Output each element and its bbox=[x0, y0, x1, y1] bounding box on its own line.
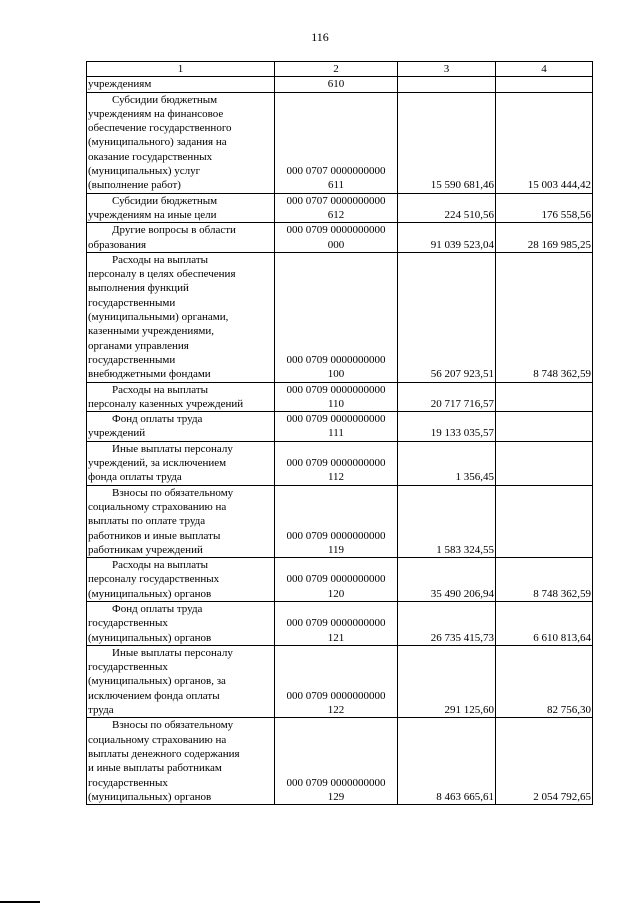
budget-code-main: 000 0707 0000000000 bbox=[286, 194, 386, 207]
budget-code-main: 000 0709 0000000000 bbox=[286, 353, 386, 366]
item-name-text: органами управления bbox=[88, 339, 189, 352]
budget-code-type: 110 bbox=[327, 397, 345, 410]
item-name-text: Взносы по обязательному bbox=[112, 486, 234, 499]
item-name-line bbox=[88, 253, 273, 267]
item-name-text: выплаты денежного содержания bbox=[88, 747, 240, 760]
item-name-line bbox=[88, 178, 273, 192]
item-name-text: учреждениям на финансовое bbox=[88, 107, 224, 120]
row-budget-code bbox=[275, 77, 398, 92]
item-name-text: учреждениям bbox=[88, 78, 152, 91]
budget-code-main: 000 0709 0000000000 bbox=[286, 617, 386, 630]
row-item-name bbox=[87, 485, 275, 557]
row-budget-code bbox=[275, 441, 398, 485]
item-name-text: государственных bbox=[88, 617, 168, 630]
table-row bbox=[87, 441, 593, 485]
item-name-line bbox=[88, 339, 273, 353]
budget-code-type: 112 bbox=[327, 471, 345, 484]
item-name-text: выполнения функций bbox=[88, 282, 189, 295]
row-value-col-4: 28 169 985,25 bbox=[496, 223, 593, 253]
item-name-line bbox=[88, 470, 273, 484]
table-row bbox=[87, 412, 593, 442]
item-name-text: Субсидии бюджетным bbox=[112, 93, 218, 106]
row-value-col-3: 1 356,45 bbox=[398, 441, 496, 485]
item-name-line bbox=[88, 660, 273, 674]
budget-code-type: 611 bbox=[327, 179, 345, 192]
item-name-text: государственных bbox=[88, 661, 168, 674]
item-name-text: учреждений, за исключением bbox=[88, 457, 227, 470]
row-budget-code bbox=[275, 645, 398, 717]
item-name-line bbox=[88, 761, 273, 775]
item-name-text: внебюджетными фондами bbox=[88, 368, 211, 381]
item-name-line bbox=[88, 500, 273, 514]
item-name-text: Взносы по обязательному bbox=[112, 719, 234, 732]
row-value-col-4: 82 756,30 bbox=[496, 645, 593, 717]
table-row bbox=[87, 223, 593, 253]
budget-code-type: 121 bbox=[327, 631, 345, 644]
row-value-col-3: 291 125,60 bbox=[398, 645, 496, 717]
table-row bbox=[87, 601, 593, 645]
row-budget-code bbox=[275, 92, 398, 193]
row-value-col-4: 6 610 813,64 bbox=[496, 601, 593, 645]
item-name-line bbox=[88, 674, 273, 688]
item-name-line bbox=[88, 77, 273, 91]
item-name-line bbox=[88, 194, 273, 208]
row-item-name bbox=[87, 382, 275, 412]
row-item-name bbox=[87, 77, 275, 92]
row-item-name bbox=[87, 718, 275, 805]
row-value-col-4: 8 748 362,59 bbox=[496, 558, 593, 602]
item-name-line bbox=[88, 121, 273, 135]
item-name-line bbox=[88, 631, 273, 645]
item-name-text: (муниципальных) органов bbox=[88, 587, 212, 600]
row-item-name bbox=[87, 441, 275, 485]
budget-code-main: 000 0709 0000000000 bbox=[286, 776, 386, 789]
item-name-text: социальному страхованию на bbox=[88, 733, 227, 746]
row-value-col-3: 19 133 035,57 bbox=[398, 412, 496, 442]
row-value-col-3: 224 510,56 bbox=[398, 193, 496, 223]
item-name-text: оказание государственных bbox=[88, 150, 213, 163]
item-name-text: (выполнение работ) bbox=[88, 179, 181, 192]
item-name-text: труда bbox=[88, 704, 114, 717]
item-name-text: Иные выплаты персоналу bbox=[112, 646, 233, 659]
budget-code-type: 612 bbox=[327, 208, 345, 221]
row-item-name bbox=[87, 412, 275, 442]
item-name-text: учреждениям на иные цели bbox=[88, 208, 217, 221]
item-name-text: персоналу в целях обеспечения bbox=[88, 268, 236, 281]
row-value-col-4 bbox=[496, 441, 593, 485]
item-name-text: Другие вопросы в области bbox=[112, 224, 236, 237]
row-value-col-4 bbox=[496, 382, 593, 412]
row-budget-code bbox=[275, 412, 398, 442]
item-name-line bbox=[88, 703, 273, 717]
item-name-line bbox=[88, 367, 273, 381]
budget-code-main: 000 0709 0000000000 bbox=[286, 457, 386, 470]
item-name-text: государственных bbox=[88, 776, 168, 789]
page-number: 116 bbox=[311, 30, 329, 44]
item-name-line bbox=[88, 587, 273, 601]
item-name-line bbox=[88, 747, 273, 761]
item-name-text: работникам учреждений bbox=[88, 543, 203, 556]
item-name-line bbox=[88, 572, 273, 586]
item-name-text: государственными bbox=[88, 296, 176, 309]
row-item-name bbox=[87, 193, 275, 223]
header-col-4: 4 bbox=[496, 62, 593, 77]
row-value-col-3: 91 039 523,04 bbox=[398, 223, 496, 253]
row-value-col-4: 15 003 444,42 bbox=[496, 92, 593, 193]
item-name-text: государственными bbox=[88, 353, 176, 366]
table-row bbox=[87, 645, 593, 717]
budget-code-main: 000 0709 0000000000 bbox=[286, 224, 386, 237]
item-name-line bbox=[88, 310, 273, 324]
item-name-text: образования bbox=[88, 238, 147, 251]
row-value-col-4: 8 748 362,59 bbox=[496, 252, 593, 382]
row-budget-code bbox=[275, 252, 398, 382]
row-item-name bbox=[87, 252, 275, 382]
item-name-line bbox=[88, 150, 273, 164]
row-item-name bbox=[87, 223, 275, 253]
table-row bbox=[87, 558, 593, 602]
item-name-line bbox=[88, 296, 273, 310]
item-name-line bbox=[88, 790, 273, 804]
item-name-line bbox=[88, 718, 273, 732]
row-item-name bbox=[87, 645, 275, 717]
item-name-line bbox=[88, 412, 273, 426]
budget-code-type: 610 bbox=[327, 78, 345, 91]
item-name-line bbox=[88, 281, 273, 295]
budget-code-type: 119 bbox=[327, 543, 345, 556]
item-name-line bbox=[88, 267, 273, 281]
header-col-2: 2 bbox=[275, 62, 398, 77]
item-name-text: обеспечение государственного bbox=[88, 122, 232, 135]
item-name-line bbox=[88, 776, 273, 790]
page-edge-mark bbox=[0, 901, 40, 903]
item-name-text: персоналу казенных учреждений bbox=[88, 397, 244, 410]
budget-code-type: 000 bbox=[327, 238, 345, 251]
budget-code-main: 000 0709 0000000000 bbox=[286, 529, 386, 542]
item-name-line bbox=[88, 93, 273, 107]
budget-code-main: 000 0709 0000000000 bbox=[286, 383, 386, 396]
row-value-col-3: 15 590 681,46 bbox=[398, 92, 496, 193]
item-name-text: Расходы на выплаты bbox=[112, 559, 209, 572]
row-budget-code bbox=[275, 558, 398, 602]
table-row bbox=[87, 382, 593, 412]
item-name-line bbox=[88, 353, 273, 367]
budget-code-main: 000 0709 0000000000 bbox=[286, 689, 386, 702]
table-row bbox=[87, 252, 593, 382]
item-name-text: фонда оплаты труда bbox=[88, 471, 182, 484]
row-value-col-3: 20 717 716,57 bbox=[398, 382, 496, 412]
row-value-col-4 bbox=[496, 485, 593, 557]
header-col-1: 1 bbox=[87, 62, 275, 77]
table-row bbox=[87, 718, 593, 805]
item-name-text: Расходы на выплаты bbox=[112, 383, 209, 396]
item-name-text: (муниципальных) органов, за bbox=[88, 675, 226, 688]
row-budget-code bbox=[275, 485, 398, 557]
item-name-line bbox=[88, 383, 273, 397]
item-name-text: Расходы на выплаты bbox=[112, 253, 209, 266]
budget-table bbox=[86, 61, 593, 805]
item-name-text: социальному страхованию на bbox=[88, 500, 227, 513]
item-name-line bbox=[88, 135, 273, 149]
table-header-row bbox=[87, 62, 593, 77]
table-row bbox=[87, 92, 593, 193]
item-name-line bbox=[88, 602, 273, 616]
item-name-line bbox=[88, 689, 273, 703]
item-name-line bbox=[88, 558, 273, 572]
item-name-text: (муниципальных) органов bbox=[88, 790, 212, 803]
budget-code-main: 000 0707 0000000000 bbox=[286, 165, 386, 178]
item-name-text: Фонд оплаты труда bbox=[112, 413, 203, 426]
item-name-text: (муниципального) задания на bbox=[88, 136, 227, 149]
item-name-line bbox=[88, 616, 273, 630]
budget-code-type: 120 bbox=[327, 587, 345, 600]
budget-code-type: 100 bbox=[327, 368, 345, 381]
item-name-line bbox=[88, 208, 273, 222]
row-value-col-3: 56 207 923,51 bbox=[398, 252, 496, 382]
budget-code-main: 000 0709 0000000000 bbox=[286, 573, 386, 586]
row-value-col-4: 176 558,56 bbox=[496, 193, 593, 223]
item-name-line bbox=[88, 486, 273, 500]
row-item-name bbox=[87, 92, 275, 193]
row-value-col-4 bbox=[496, 77, 593, 92]
budget-code-type: 129 bbox=[327, 790, 345, 803]
budget-code-type: 122 bbox=[327, 704, 345, 717]
item-name-line bbox=[88, 238, 273, 252]
item-name-text: учреждений bbox=[88, 427, 146, 440]
row-item-name bbox=[87, 601, 275, 645]
item-name-line bbox=[88, 223, 273, 237]
item-name-line bbox=[88, 543, 273, 557]
row-value-col-3 bbox=[398, 77, 496, 92]
item-name-text: работников и иные выплаты bbox=[88, 529, 221, 542]
item-name-line bbox=[88, 514, 273, 528]
item-name-line bbox=[88, 442, 273, 456]
item-name-line bbox=[88, 426, 273, 440]
row-value-col-3: 8 463 665,61 bbox=[398, 718, 496, 805]
row-value-col-3: 35 490 206,94 bbox=[398, 558, 496, 602]
item-name-line bbox=[88, 529, 273, 543]
item-name-text: Иные выплаты персоналу bbox=[112, 442, 233, 455]
row-value-col-3: 26 735 415,73 bbox=[398, 601, 496, 645]
row-budget-code bbox=[275, 382, 398, 412]
table-row bbox=[87, 193, 593, 223]
row-budget-code bbox=[275, 718, 398, 805]
table-row bbox=[87, 485, 593, 557]
row-budget-code bbox=[275, 193, 398, 223]
item-name-text: выплаты по оплате труда bbox=[88, 515, 206, 528]
item-name-line bbox=[88, 397, 273, 411]
row-item-name bbox=[87, 558, 275, 602]
row-budget-code bbox=[275, 223, 398, 253]
budget-code-main: 000 0709 0000000000 bbox=[286, 413, 386, 426]
item-name-text: персоналу государственных bbox=[88, 573, 220, 586]
row-value-col-3: 1 583 324,55 bbox=[398, 485, 496, 557]
item-name-line bbox=[88, 107, 273, 121]
item-name-text: Фонд оплаты труда bbox=[112, 602, 203, 615]
item-name-text: исключением фонда оплаты bbox=[88, 689, 220, 702]
item-name-line bbox=[88, 733, 273, 747]
row-budget-code bbox=[275, 601, 398, 645]
item-name-text: (муниципальными) органами, bbox=[88, 311, 229, 324]
item-name-text: (муниципальных) услуг bbox=[88, 165, 201, 178]
budget-code-type: 111 bbox=[328, 427, 344, 440]
header-col-3: 3 bbox=[398, 62, 496, 77]
item-name-line bbox=[88, 456, 273, 470]
table-row bbox=[87, 77, 593, 92]
row-value-col-4 bbox=[496, 412, 593, 442]
item-name-text: Субсидии бюджетным bbox=[112, 194, 218, 207]
item-name-text: казенными учреждениями, bbox=[88, 325, 214, 338]
item-name-text: (муниципальных) органов bbox=[88, 631, 212, 644]
item-name-line bbox=[88, 646, 273, 660]
item-name-text: и иные выплаты работникам bbox=[88, 762, 222, 775]
item-name-line bbox=[88, 324, 273, 338]
item-name-line bbox=[88, 164, 273, 178]
row-value-col-4: 2 054 792,65 bbox=[496, 718, 593, 805]
